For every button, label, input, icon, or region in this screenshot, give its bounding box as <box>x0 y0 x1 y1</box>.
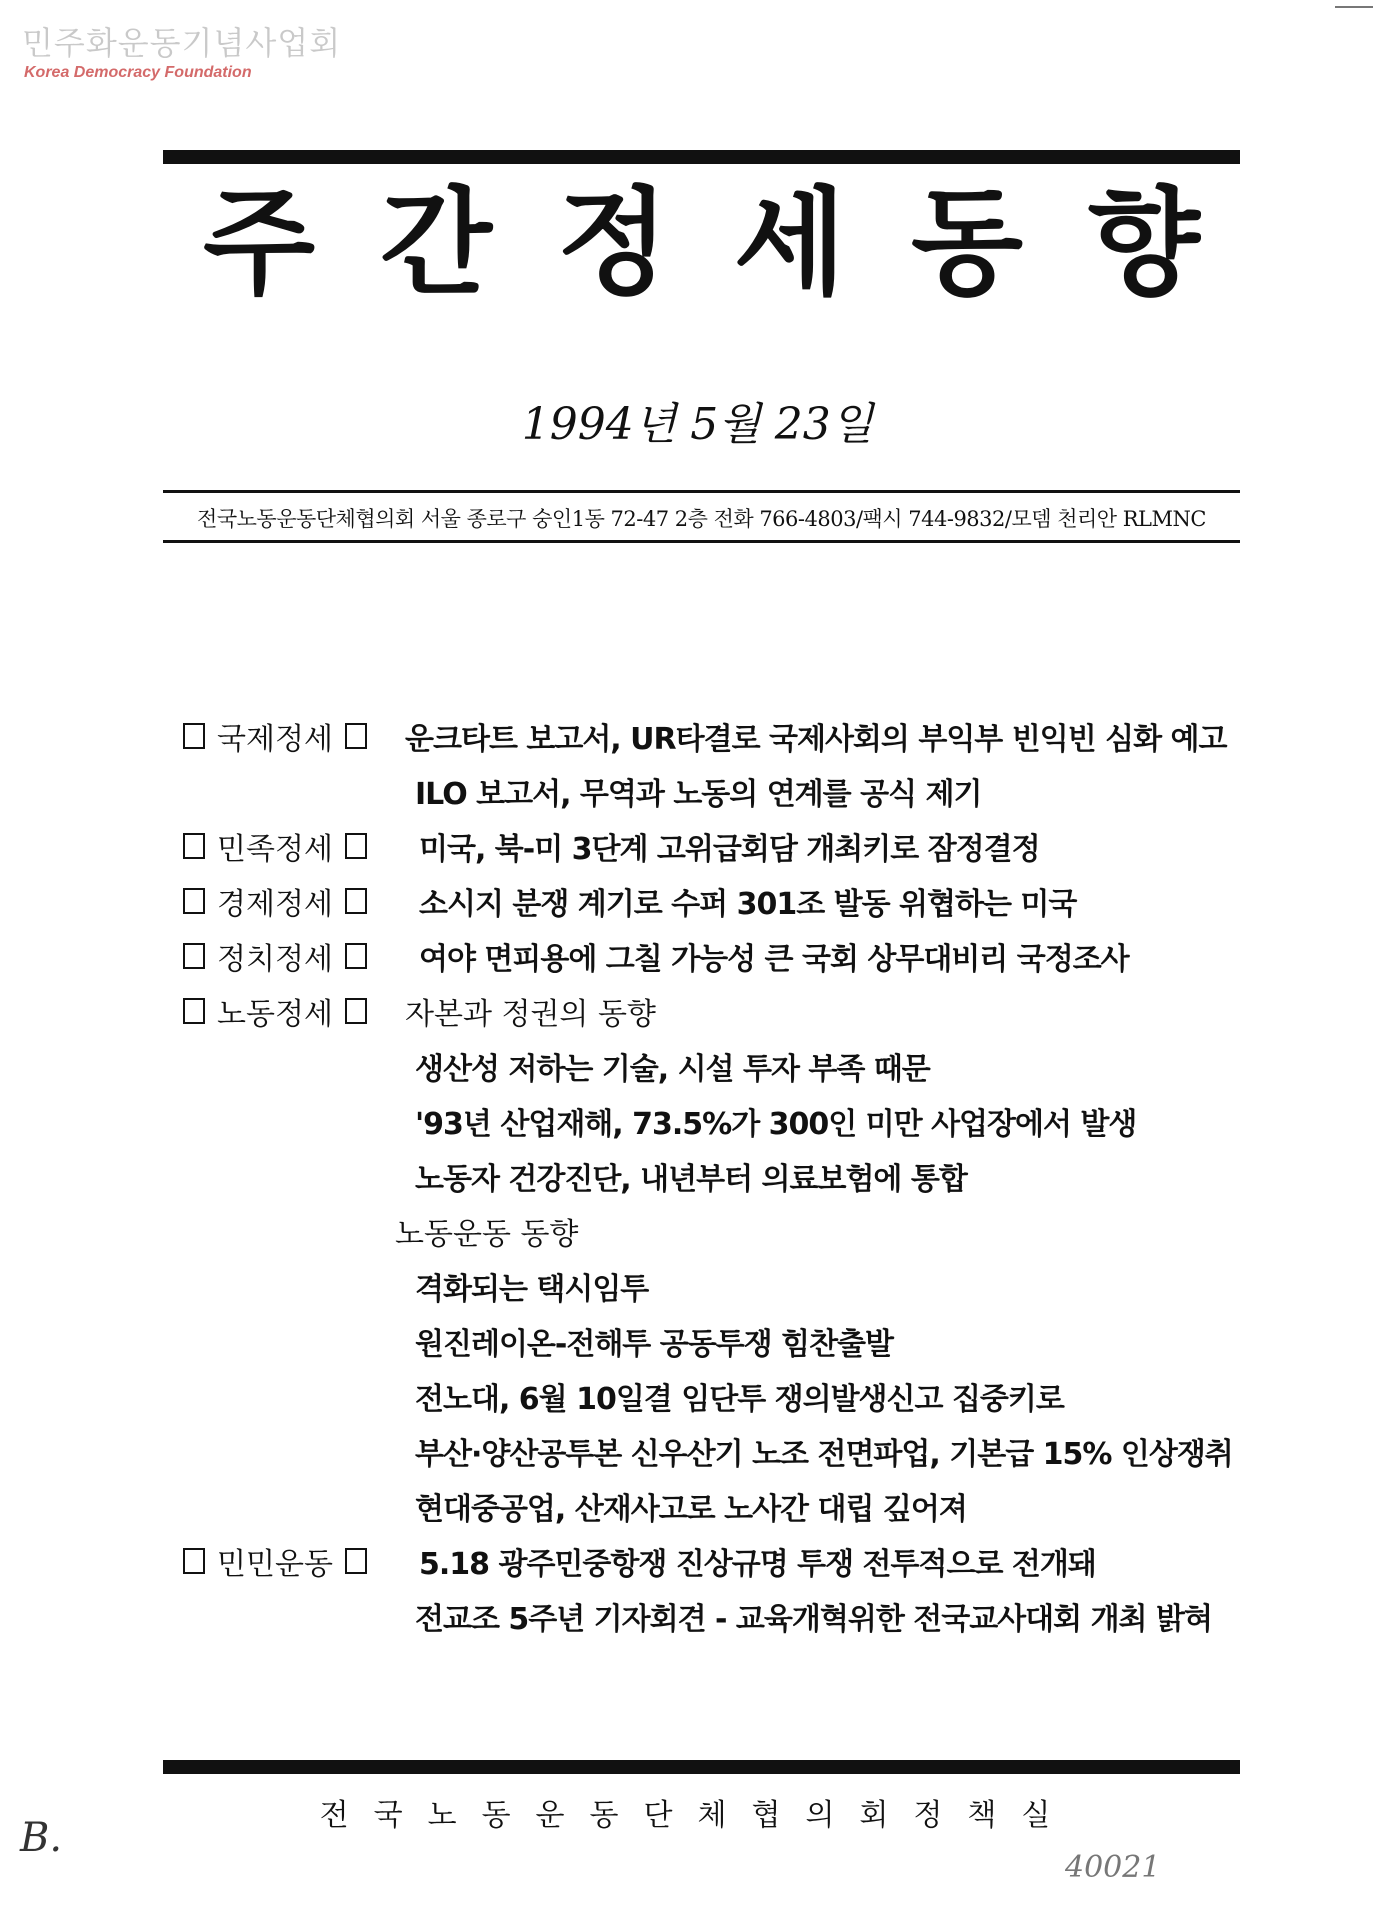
footer-publisher: 전국노동운동단체협의회정책실 <box>319 1798 1076 1833</box>
subsection-heading: 자본과 정권의 동향 <box>405 997 656 1032</box>
info-rule-bottom <box>163 540 1240 543</box>
checkbox-icon <box>345 833 367 859</box>
handwritten-number: 40021 <box>1065 1850 1161 1885</box>
list-item <box>183 710 1243 765</box>
watermark-korean: 민주화운동기념사업회 <box>22 24 342 62</box>
watermark-english: Korea Democracy Foundation <box>24 64 252 81</box>
list-item <box>183 1370 1243 1425</box>
headline: 노동자 건강진단, 내년부터 의료보험에 통합 <box>415 1162 967 1197</box>
headline: ILO 보고서, 무역과 노동의 연계를 공식 제기 <box>415 777 982 812</box>
checkbox-icon <box>345 1548 367 1574</box>
headline: 격화되는 택시임투 <box>415 1272 649 1307</box>
title-char: 세 <box>733 176 847 311</box>
headline: 5.18 광주민중항쟁 진상규명 투쟁 전투적으로 전개돼 <box>419 1547 1096 1582</box>
category-label: 민민운동 <box>217 1547 333 1582</box>
title-char: 간 <box>379 176 493 311</box>
headline: 전교조 5주년 기자회견 - 교육개혁위한 전국교사대회 개최 밝혀 <box>415 1602 1212 1637</box>
title-char: 향 <box>1087 176 1200 311</box>
title-char: 동 <box>910 176 1023 311</box>
category-label: 경제정세 <box>217 887 333 922</box>
document-title <box>163 176 1240 311</box>
checkbox-icon <box>183 1548 205 1574</box>
category-marker <box>183 989 367 1033</box>
list-item <box>183 930 1243 985</box>
checkbox-icon <box>183 723 205 749</box>
category-marker <box>183 879 367 923</box>
checkbox-icon <box>345 998 367 1024</box>
checkbox-icon <box>345 723 367 749</box>
headline: 미국, 북-미 3단계 고위급회담 개최키로 잠정결정 <box>419 832 1040 867</box>
headline: 생산성 저하는 기술, 시설 투자 부족 때문 <box>415 1052 930 1087</box>
list-item <box>183 1150 1243 1205</box>
title-char: 주 <box>203 176 316 311</box>
handwritten-mark-left: B. <box>20 1815 63 1861</box>
checkbox-icon <box>183 888 205 914</box>
category-marker <box>183 824 367 868</box>
list-item <box>183 875 1243 930</box>
headline: 운크타트 보고서, UR타결로 국제사회의 부익부 빈익빈 심화 예고 <box>405 722 1227 757</box>
issue-date: 1994년 5월 23일 <box>521 399 874 450</box>
headline: 부산·양산공투본 신우산기 노조 전면파업, 기본급 15% 인상쟁취 <box>415 1437 1233 1472</box>
category-label: 민족정세 <box>217 832 333 867</box>
bottom-thick-rule <box>163 1760 1240 1774</box>
headline: '93년 산업재해, 73.5%가 300인 미만 사업장에서 발생 <box>415 1107 1137 1142</box>
list-item <box>183 1480 1243 1535</box>
checkbox-icon <box>345 888 367 914</box>
list-item <box>183 820 1243 875</box>
list-item <box>183 1590 1243 1645</box>
checkbox-icon <box>183 998 205 1024</box>
headline: 원진레이온-전해투 공동투쟁 힘찬출발 <box>415 1327 894 1362</box>
checkbox-icon <box>183 833 205 859</box>
category-label: 정치정세 <box>217 942 333 977</box>
list-item <box>183 1535 1243 1590</box>
checkbox-icon <box>345 943 367 969</box>
headline: 현대중공업, 산재사고로 노사간 대립 깊어져 <box>415 1492 967 1527</box>
list-item <box>183 1205 1243 1260</box>
contents-list <box>183 710 1243 1645</box>
checkbox-icon <box>183 943 205 969</box>
headline: 전노대, 6월 10일결 임단투 쟁의발생신고 집중키로 <box>415 1382 1064 1417</box>
category-marker <box>183 934 367 978</box>
headline: 여야 면피용에 그칠 가능성 큰 국회 상무대비리 국정조사 <box>419 942 1129 977</box>
category-label: 노동정세 <box>217 997 333 1032</box>
category-marker <box>183 1539 367 1583</box>
subsection-heading: 노동운동 동향 <box>395 1217 579 1252</box>
publisher-info: 전국노동운동단체협의회 서울 종로구 숭인1동 72-47 2층 전화 766-4803/팩시 744-9832/모뎀 천리안 RLMNC <box>197 507 1206 531</box>
info-rule-top <box>163 490 1240 493</box>
top-thick-rule <box>163 150 1240 164</box>
list-item <box>183 1315 1243 1370</box>
headline: 소시지 분쟁 계기로 수퍼 301조 발동 위협하는 미국 <box>419 887 1077 922</box>
list-item <box>183 1425 1243 1480</box>
category-marker <box>183 714 367 758</box>
category-label: 국제정세 <box>217 722 333 757</box>
list-item <box>183 765 1243 820</box>
corner-mark <box>1335 6 1373 8</box>
list-item <box>183 985 1243 1040</box>
list-item <box>183 1040 1243 1095</box>
title-char: 정 <box>556 176 670 311</box>
list-item <box>183 1260 1243 1315</box>
list-item <box>183 1095 1243 1150</box>
